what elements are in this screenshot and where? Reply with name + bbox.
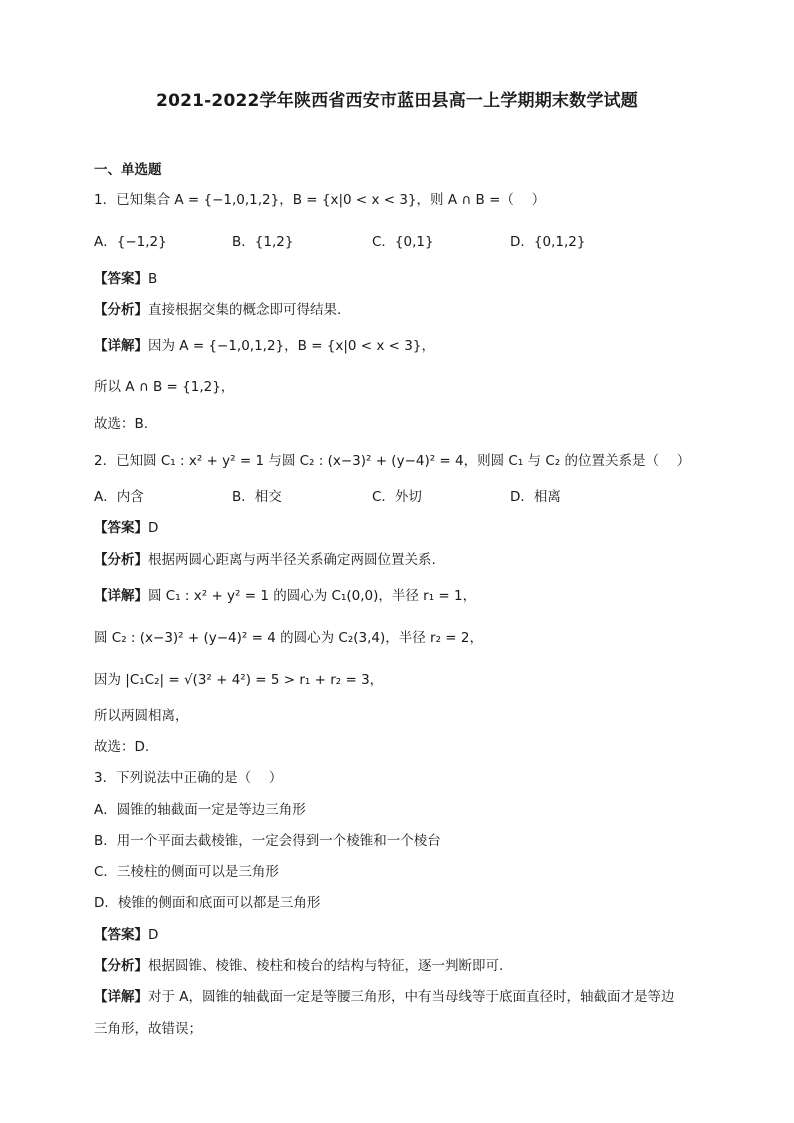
answer-tag: 【答案】	[94, 520, 148, 536]
section-heading: 一、单选题	[94, 162, 162, 178]
q1-detail-line-2: 所以 A ∩ B = {1,2}，	[94, 379, 235, 395]
q1-option-b: B．{1,2}	[232, 234, 294, 250]
q1-answer	[94, 269, 157, 289]
q2-detail-line-3: 因为 |C₁C₂| = √(3² + 4²) = 5 > r₁ + r₂ = 3，	[94, 672, 384, 688]
q2-analysis	[94, 550, 436, 570]
document-title: 2021-2022学年陕西省西安市蓝田县高一上学期期末数学试题	[156, 91, 638, 111]
q2-detail-line-4: 所以两圆相离，	[94, 708, 189, 724]
detail-text: 对于 A，圆锥的轴截面一定是等腰三角形，中有当母线等于底面直径时，轴截面才是等边	[148, 989, 675, 1005]
q3-detail-line-2: 三角形，故错误；	[94, 1021, 202, 1037]
detail-text: 圆 C₁ : x² + y² = 1 的圆心为 C₁(0,0)，半径 r₁ = 1，	[148, 588, 477, 604]
answer-value: D	[148, 927, 159, 943]
analysis-tag: 【分析】	[94, 552, 148, 568]
q1-analysis	[94, 300, 341, 320]
q1-option-c: C．{0,1}	[372, 234, 434, 250]
detail-tag: 【详解】	[94, 989, 148, 1005]
q1-option-a: A．{−1,2}	[94, 234, 167, 250]
detail-text: 因为 A = {−1,0,1,2}，B = {x|0 < x < 3}，	[148, 338, 435, 354]
detail-tag: 【详解】	[94, 588, 148, 604]
q3-analysis	[94, 956, 503, 976]
q1-detail	[94, 336, 435, 356]
answer-tag: 【答案】	[94, 271, 148, 287]
q3-option-b: B．用一个平面去截棱锥，一定会得到一个棱锥和一个棱台	[94, 833, 441, 849]
analysis-text: 根据圆锥、棱锥、棱柱和棱台的结构与特征，逐一判断即可.	[148, 958, 504, 974]
q2-option-c: C．外切	[372, 489, 422, 505]
question-3-stem: 3．下列说法中正确的是（ ）	[94, 770, 283, 786]
q2-detail-line-2: 圆 C₂ : (x−3)² + (y−4)² = 4 的圆心为 C₂(3,4)，半径 r₂ = 2，	[94, 630, 483, 646]
q2-detail	[94, 586, 476, 606]
q2-option-b: B．相交	[232, 489, 282, 505]
analysis-text: 直接根据交集的概念即可得结果.	[148, 302, 342, 318]
q3-option-d: D．棱锥的侧面和底面可以都是三角形	[94, 895, 321, 911]
q2-answer	[94, 518, 158, 538]
analysis-tag: 【分析】	[94, 302, 148, 318]
question-2-stem: 2．已知圆 C₁ : x² + y² = 1 与圆 C₂ : (x−3)² + (y−4)² = 4，则圆 C₁ 与 C₂ 的位置关系是（ ）	[94, 453, 691, 469]
analysis-tag: 【分析】	[94, 958, 148, 974]
q3-option-c: C．三棱柱的侧面可以是三角形	[94, 864, 279, 880]
q3-answer	[94, 925, 158, 945]
q2-option-a: A．内含	[94, 489, 144, 505]
q1-option-d: D．{0,1,2}	[510, 234, 586, 250]
q2-option-d: D．相离	[510, 489, 561, 505]
answer-tag: 【答案】	[94, 927, 148, 943]
detail-tag: 【详解】	[94, 338, 148, 354]
answer-value: B	[148, 271, 158, 287]
question-1-stem: 1．已知集合 A = {−1,0,1,2}，B = {x|0 < x < 3}，则 A ∩ B =（ ）	[94, 192, 546, 208]
q3-option-a: A．圆锥的轴截面一定是等边三角形	[94, 802, 306, 818]
q1-conclusion: 故选：B.	[94, 416, 149, 432]
q2-conclusion: 故选：D.	[94, 739, 150, 755]
analysis-text: 根据两圆心距离与两半径关系确定两圆位置关系.	[148, 552, 436, 568]
q3-detail	[94, 987, 675, 1007]
answer-value: D	[148, 520, 159, 536]
